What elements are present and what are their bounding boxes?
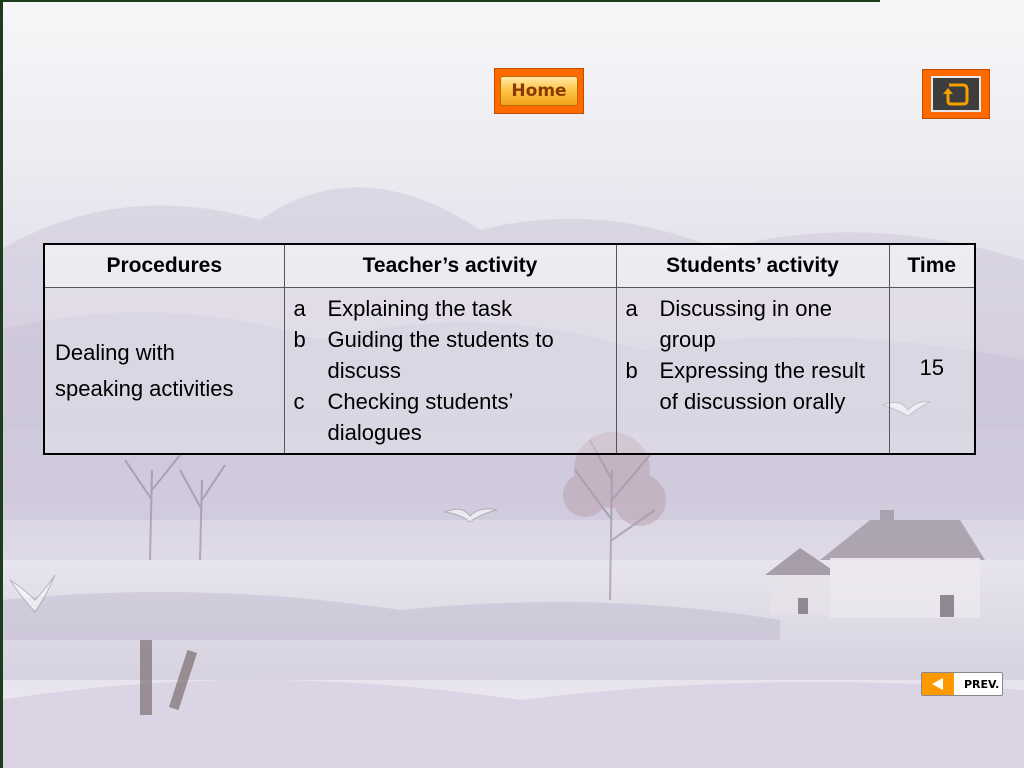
list-item xyxy=(294,386,609,448)
prev-button-label: PREV. xyxy=(964,677,1000,691)
item-text: Guiding the students to discuss xyxy=(327,327,554,383)
header-procedures: Procedures xyxy=(44,244,284,288)
return-button[interactable] xyxy=(922,69,990,119)
list-item xyxy=(626,355,882,417)
header-time: Time xyxy=(889,244,975,288)
procedure-line: speaking activities xyxy=(55,375,234,401)
table-row xyxy=(44,288,975,455)
left-triangle-icon xyxy=(922,673,954,695)
frame-top-border xyxy=(0,0,880,2)
time-cell: 15 xyxy=(889,288,975,455)
teacher-activity-list xyxy=(286,289,615,452)
frame-left-border xyxy=(0,0,3,768)
item-text: Explaining the task xyxy=(327,296,513,321)
home-button[interactable] xyxy=(494,68,584,114)
procedure-line: Dealing with xyxy=(55,339,175,365)
procedure-cell xyxy=(44,288,284,455)
header-teacher-activity: Teacher’s activity xyxy=(284,244,616,288)
list-item xyxy=(626,293,882,355)
teacher-activity-cell xyxy=(284,288,616,455)
item-letter: a xyxy=(625,296,638,321)
return-arrow-icon xyxy=(931,76,981,112)
item-text: Discussing in one group xyxy=(659,296,832,352)
list-item xyxy=(294,293,609,324)
students-activity-list xyxy=(618,289,888,421)
item-letter: b xyxy=(293,327,306,352)
item-letter: b xyxy=(625,358,638,383)
procedure-table xyxy=(43,243,976,455)
students-activity-cell xyxy=(616,288,889,455)
list-item xyxy=(294,324,609,386)
item-text: Expressing the result of discussion orally xyxy=(659,358,865,414)
header-students-activity: Students’ activity xyxy=(616,244,889,288)
home-button-label: Home xyxy=(500,76,578,106)
item-letter: c xyxy=(293,389,305,414)
item-text: Checking students’ dialogues xyxy=(327,389,513,445)
table-header-row xyxy=(44,244,975,288)
prev-button[interactable] xyxy=(921,672,1003,696)
item-letter: a xyxy=(293,296,306,321)
